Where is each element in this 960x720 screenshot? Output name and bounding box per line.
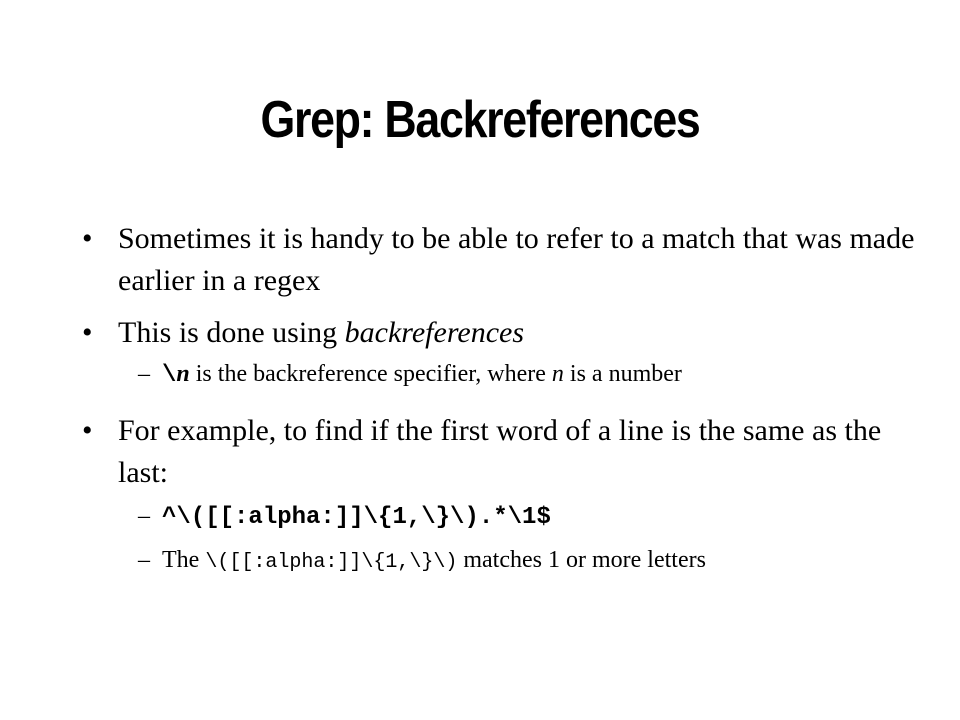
bullet-item-1 [80, 218, 920, 302]
sub-text-1-var: n [551, 361, 564, 387]
sub-item-2 [80, 500, 920, 534]
dash-marker: – [138, 503, 150, 529]
sub-text-3b: matches 1 or more letters [457, 547, 706, 573]
bullet-text-3: For example, to find if the first word of a line is the same as the last: [118, 414, 882, 489]
group-code: \([[:alpha:]]\{1,\}\) [205, 551, 458, 574]
dash-marker: – [138, 547, 150, 573]
sub-item-1 [80, 358, 920, 392]
backreference-code: \ [162, 362, 177, 389]
bullet-item-2 [80, 312, 920, 354]
slide-body [80, 218, 920, 579]
dash-marker: – [138, 361, 150, 387]
regex-example-code: ^\([[:alpha:]]\{1,\}\).*\1$ [162, 504, 551, 531]
backreference-code-var: n [176, 361, 190, 387]
sub-text-1a: is the backreference specifier, where [189, 361, 552, 387]
sub-item-3 [80, 544, 920, 579]
bullet-text-1: Sometimes it is handy to be able to refer to a match that was made earlier in a regex [118, 222, 915, 297]
bullet-marker: • [82, 222, 93, 255]
bullet-text-2: This is done using [118, 316, 345, 349]
slide-title: Grep: Backreferences [260, 91, 700, 149]
sub-text-1b: is a number [563, 361, 682, 387]
bullet-item-3 [80, 410, 920, 494]
bullet-marker: • [82, 316, 93, 349]
sub-text-3a: The [162, 547, 206, 573]
bullet-marker: • [82, 414, 93, 447]
bullet-text-2-emphasis: backreferences [344, 316, 525, 349]
